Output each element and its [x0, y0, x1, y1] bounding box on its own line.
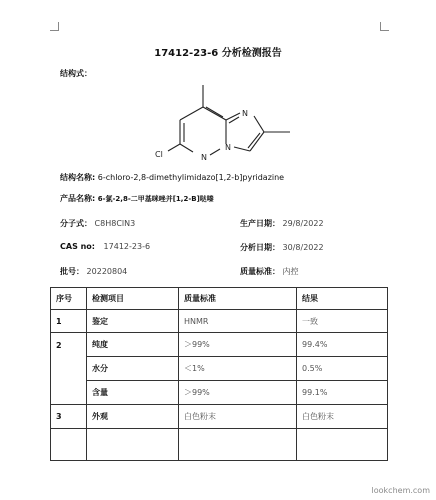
structure-name-label: 结构名称:	[60, 173, 96, 182]
quality-standard-row	[240, 266, 299, 277]
header-result: 结果	[297, 288, 388, 310]
row-item: 外观	[87, 405, 179, 429]
table-row	[51, 333, 388, 357]
header-standard: 质量标准	[179, 288, 297, 310]
row-standard: ＞99%	[179, 381, 297, 405]
formula-value: C8H8ClN3	[94, 219, 136, 228]
row-standard: ＞99%	[179, 333, 297, 357]
chemical-structure	[130, 80, 320, 170]
structure-label: 结构式：	[60, 69, 92, 78]
row-item: 鉴定	[87, 310, 179, 333]
test-results-table	[50, 287, 388, 461]
table-row	[51, 357, 388, 381]
cas-label: CAS no:	[60, 242, 95, 251]
header-no: 序号	[51, 288, 87, 310]
row-result: 一致	[297, 310, 388, 333]
header-item: 检测项目	[87, 288, 179, 310]
production-date-value: 29/8/2022	[282, 219, 324, 228]
batch-label: 批号：	[60, 267, 84, 276]
report-title: 17412-23-6 分析检测报告	[154, 48, 282, 59]
atom-n-bridge: N	[225, 143, 231, 152]
structure-name-value: 6-chloro-2,8-dimethylimidazo[1,2-b]pyridazine	[97, 173, 285, 182]
row-result: 99.4%	[297, 333, 388, 357]
product-name-label: 产品名称:	[60, 194, 96, 203]
production-date-row	[240, 218, 324, 229]
production-date-label: 生产日期：	[240, 219, 280, 228]
table-row	[51, 405, 388, 429]
batch-row	[60, 266, 127, 277]
crop-mark-top-right	[380, 22, 389, 31]
product-name-value: 6-氯-2,8-二甲基咪唑并[1,2-B]哒嗪	[97, 195, 214, 203]
row-no: 1	[51, 310, 87, 333]
analysis-date-row	[240, 242, 324, 253]
cas-value: 17412-23-6	[103, 242, 151, 251]
structure-name-row	[60, 172, 284, 183]
row-item: 纯度	[87, 333, 179, 357]
row-result: 99.1%	[297, 381, 388, 405]
quality-standard-value: 内控	[282, 267, 299, 276]
empty-cell	[87, 429, 179, 461]
row-no: 3	[51, 405, 87, 429]
formula-row	[60, 218, 135, 229]
table-row-empty	[51, 429, 388, 461]
table-header-row	[51, 288, 388, 310]
analysis-date-label: 分析日期：	[240, 243, 280, 252]
empty-cell	[179, 429, 297, 461]
empty-cell	[51, 429, 87, 461]
row-standard: ＜1%	[179, 357, 297, 381]
cas-row	[60, 242, 150, 251]
watermark: lookchem.com	[371, 486, 430, 495]
row-result: 白色粉末	[297, 405, 388, 429]
row-standard: HNMR	[179, 310, 297, 333]
atom-cl: Cl	[155, 150, 163, 159]
empty-cell	[297, 429, 388, 461]
product-name-row	[60, 193, 214, 204]
crop-mark-top-left	[50, 22, 59, 31]
row-item: 含量	[87, 381, 179, 405]
row-item: 水分	[87, 357, 179, 381]
row-standard: 白色粉末	[179, 405, 297, 429]
batch-value: 20220804	[86, 267, 128, 276]
atom-n-ring: N	[201, 153, 207, 162]
table-row	[51, 381, 388, 405]
formula-label: 分子式：	[60, 219, 92, 228]
table-row	[51, 310, 388, 333]
analysis-date-value: 30/8/2022	[282, 243, 324, 252]
row-no: 2	[51, 333, 87, 405]
quality-standard-label: 质量标准：	[240, 267, 280, 276]
atom-n-top: N	[242, 109, 248, 118]
row-result: 0.5%	[297, 357, 388, 381]
